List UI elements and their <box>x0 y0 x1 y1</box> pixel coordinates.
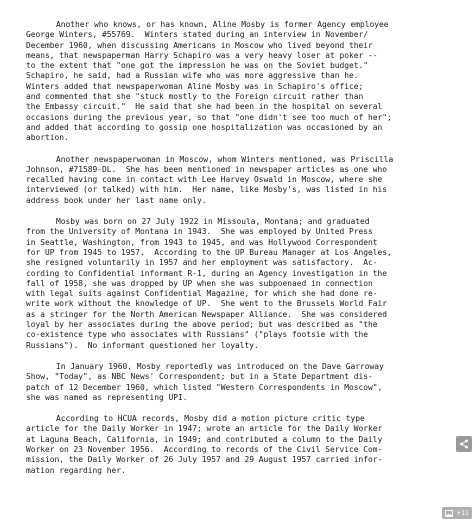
paragraph-4 <box>26 362 463 403</box>
paragraph-line: and added that according to gossip one hospitalization was occasioned by an <box>26 122 383 132</box>
paragraph-3 <box>26 217 463 351</box>
paragraph-line: occasions during the previous year, so that "one didn't see too much of her"; <box>26 112 392 122</box>
paragraph-line: to the extent that "one got the impression he was on the Soviet budget." <box>26 61 369 71</box>
paragraph-line: article for the Daily Worker in 1947; wrote an article for the Daily Worker <box>26 424 383 434</box>
paragraph-line: Another newspaperwoman in Moscow, whom Winters mentioned, was Priscilla <box>56 154 394 164</box>
paragraph-line: patch of 12 December 1960, which listed "Western Correspondents in Moscow", <box>26 382 383 392</box>
paragraph-5 <box>26 414 463 476</box>
paragraph-line: According to HCUA records, Mosby did a motion picture critic type <box>56 414 365 424</box>
paragraph-line: Winters added that newspaperwoman Aline Mosby was in Schapiro's office; <box>26 81 364 91</box>
image-icon <box>445 510 453 517</box>
paragraph-line: loyal by her associates during the above period; but was described as "the <box>26 320 378 330</box>
paragraph-line: Mosby was born on 27 July 1922 in Missoula, Montana; and graduated <box>56 217 370 227</box>
paragraph-line: as a stringer for the North American Newspaper Alliance. She was considered <box>26 309 388 319</box>
paragraph-line: mation regarding her. <box>26 465 126 475</box>
paragraph-line: Another who knows, or has known, Aline Mosby is former Agency employee <box>56 20 389 29</box>
paragraph-line: from the University of Montana in 1943. She was employed by United Press <box>26 227 373 237</box>
share-button[interactable] <box>456 436 472 452</box>
paragraph-line: Schapiro, he said, had a Russian wife who was more aggressive than he. <box>26 71 359 81</box>
share-icon <box>459 439 469 449</box>
paragraph-line: Russians"). No informant questioned her loyalty. <box>26 340 259 350</box>
paragraph-line: mission, the Daily Worker of 26 July 1957 and 29 August 1957 carried infor- <box>26 455 383 465</box>
paragraph-line: Show, "Today", as NBC News' Correspondent; but in a State Department dis- <box>26 372 373 382</box>
paragraph-line: address book under her last name only. <box>26 195 207 205</box>
paragraph-1 <box>26 20 463 144</box>
paragraph-line: in Seattle, Washington, from 1943 to 1945, and was Hollywood Correspondent <box>26 237 378 247</box>
paragraph-line: interviewed (or talked) with him. Her name, like Mosby's, was listed in his <box>26 185 388 195</box>
paragraph-line: means, that newspaperman Harry Schapiro was a very heavy loser at poker -- <box>26 50 378 60</box>
paragraph-line: abortion. <box>26 133 69 143</box>
image-count-badge[interactable] <box>442 507 472 519</box>
paragraph-line: she resigned voluntarily in 1957 and her employment was satisfactory. Ac- <box>26 258 378 268</box>
paragraph-line: George Winters, #55769. Winters stated during an interview in November/ <box>26 30 369 40</box>
paragraph-2 <box>26 155 463 206</box>
paragraph-line: Worker on 23 November 1956. According to records of the Civil Service Com- <box>26 444 383 454</box>
paragraph-line: with legal suits against Confidential Magazine, for which she had done re- <box>26 289 378 299</box>
paragraph-line: she was named as representing UPI. <box>26 392 188 402</box>
paragraph-line: fall of 1958, she was dropped by UP when she was subpoenaed in connection <box>26 278 373 288</box>
paragraph-line: Johnson, #71589-DL. She has been mentioned in newspaper articles as one who <box>26 164 388 174</box>
paragraph-line: co-existence type who associates with Russians" ("plays footsie with the <box>26 330 369 340</box>
paragraph-line: and commented that she "stuck mostly to the Foreign circuit rather than <box>26 92 364 102</box>
paragraph-line: cording to Confidential informant R-1, during an Agency investigation in the <box>26 268 388 278</box>
paragraph-line: recalled having come in contact with Lee Harvey Oswald in Moscow, where she <box>26 175 383 185</box>
paragraph-line: December 1960, when discussing Americans in Moscow who lived beyond their <box>26 40 373 50</box>
paragraph-line: the Embassy circuit." He said that she had been in the hospital on several <box>26 102 383 112</box>
paragraph-line: In January 1960, Mosby reportedly was introduced on the Dave Garroway <box>56 361 384 371</box>
image-count-label: +11 <box>456 509 469 517</box>
paragraph-line: at Laguna Beach, California, in 1949; and contributed a column to the Daily <box>26 434 383 444</box>
paragraph-line: write work without the knowledge of UP. She went to the Brussels World Fair <box>26 299 388 309</box>
paragraph-line: for UP from 1945 to 1957. According to the UP Bureau Manager at Los Angeles, <box>26 247 392 257</box>
